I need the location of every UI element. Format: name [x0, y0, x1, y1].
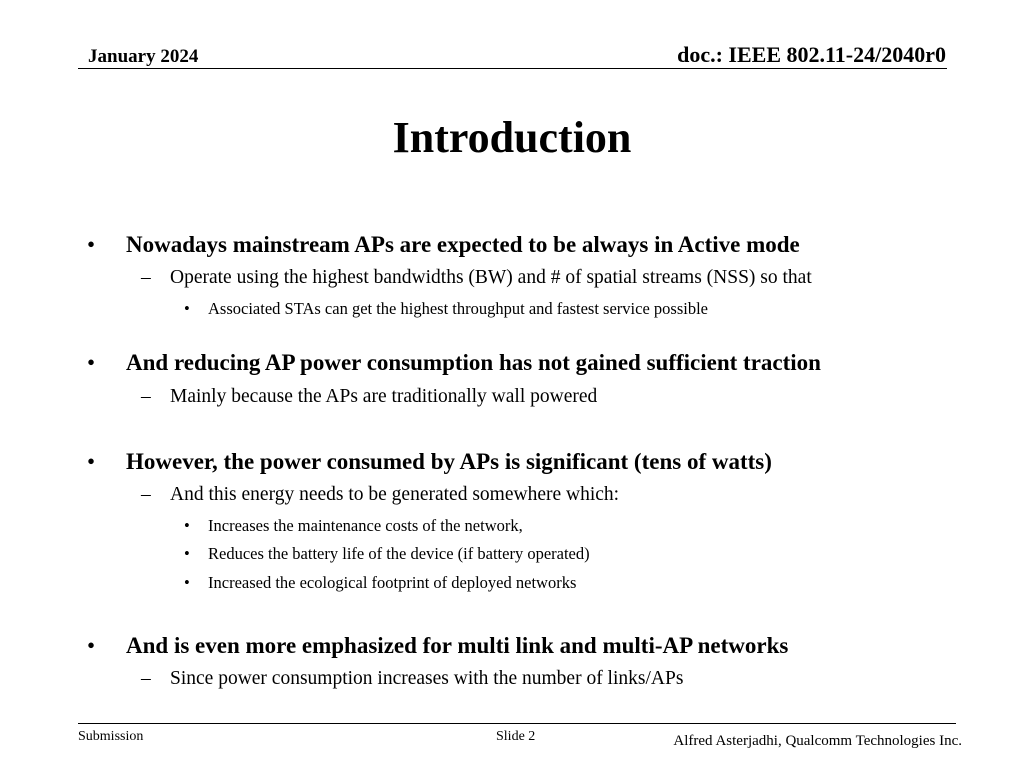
header-divider — [78, 68, 947, 69]
bullet-marker-icon: • — [184, 544, 190, 563]
sub-bullet-item — [141, 668, 684, 690]
sub-sub-bullet-item — [184, 299, 708, 319]
bullet-marker-icon: • — [87, 633, 96, 658]
sub-bullet-text: And this energy needs to be generated somewhere which: — [170, 484, 620, 505]
sub-bullet-text: Mainly because the APs are traditionally wall powered — [170, 386, 598, 407]
bullet-marker-icon: • — [87, 350, 96, 375]
sub-bullet-text: Since power consumption increases with the number of links/APs — [170, 668, 684, 689]
bullet-item — [87, 350, 821, 376]
sub-bullet-item — [141, 267, 812, 289]
footer-author: Alfred Asterjadhi, Qualcomm Technologies Inc. — [673, 733, 962, 749]
bullet-marker-icon: • — [184, 573, 190, 592]
slide-title: Introduction — [392, 113, 632, 162]
sub-sub-bullet-text: Increased the ecological footprint of deployed networks — [208, 573, 577, 592]
bullet-marker-icon: • — [87, 449, 96, 474]
header-date: January 2024 — [88, 46, 199, 67]
sub-bullet-item — [141, 386, 598, 408]
bullet-marker-icon: • — [87, 232, 96, 257]
footer-divider — [78, 723, 956, 724]
sub-sub-bullet-text: Reduces the battery life of the device (if battery operated) — [208, 544, 590, 563]
sub-sub-bullet-item — [184, 516, 523, 536]
dash-marker-icon: – — [141, 668, 151, 689]
bullet-text: However, the power consumed by APs is significant (tens of watts) — [126, 449, 772, 474]
sub-sub-bullet-item — [184, 544, 590, 564]
bullet-marker-icon: • — [184, 299, 190, 318]
bullet-item — [87, 633, 789, 659]
dash-marker-icon: – — [141, 267, 151, 288]
sub-bullet-item — [141, 484, 620, 506]
footer-slide-number: Slide 2 — [496, 729, 536, 744]
bullet-text: And reducing AP power consumption has not gained sufficient traction — [126, 350, 821, 375]
dash-marker-icon: – — [141, 484, 151, 505]
dash-marker-icon: – — [141, 386, 151, 407]
sub-sub-bullet-text: Increases the maintenance costs of the network, — [208, 516, 523, 535]
bullet-text: And is even more emphasized for multi link and multi-AP networks — [126, 633, 789, 658]
sub-bullet-text: Operate using the highest bandwidths (BW) and # of spatial streams (NSS) so that — [170, 267, 812, 288]
bullet-item — [87, 449, 772, 475]
header-doc-id: doc.: IEEE 802.11-24/2040r0 — [677, 42, 946, 67]
footer-submission: Submission — [78, 729, 144, 744]
bullet-text: Nowadays mainstream APs are expected to be always in Active mode — [126, 232, 800, 257]
bullet-marker-icon: • — [184, 516, 190, 535]
sub-sub-bullet-text: Associated STAs can get the highest throughput and fastest service possible — [208, 299, 708, 318]
sub-sub-bullet-item — [184, 573, 577, 593]
bullet-item — [87, 232, 800, 258]
